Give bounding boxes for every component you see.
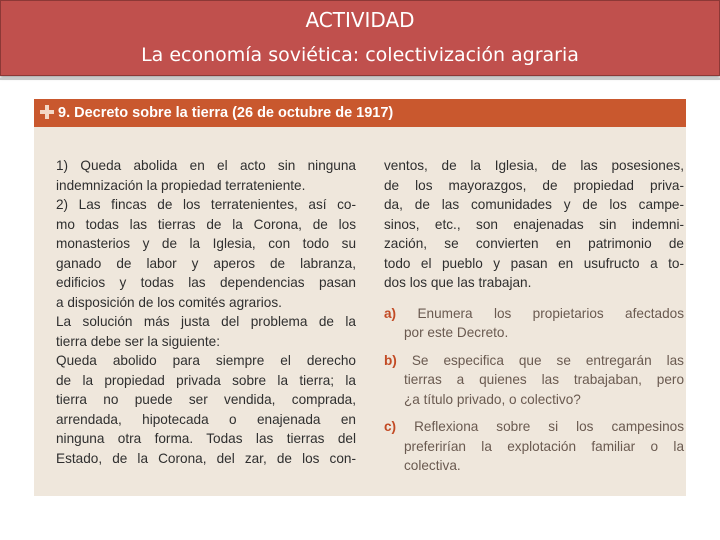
text-line: mo todas las tierras de la Corona, de los — [56, 216, 356, 232]
text-line: dos los que las trabajan. — [384, 275, 532, 290]
divider — [0, 78, 720, 80]
text-line: 1) Queda abolida en el acto sin ninguna — [56, 158, 356, 173]
text-line: todo el pueblo y pasan en usufructo a to- — [384, 255, 684, 271]
document-heading: 9. Decreto sobre la tierra (26 de octubre de 1917) — [58, 105, 394, 121]
text-line: indemnización la propiedad terrateniente. — [56, 177, 306, 193]
question-line: por este Decreto. — [404, 325, 509, 340]
text-line: de los mayorazgos, de propiedad priva- — [384, 177, 684, 193]
text-line: edificios y todas las dependencias pasan — [56, 275, 356, 290]
text-line: arrendada, hipotecada o enajenada en — [56, 411, 356, 427]
question-b — [384, 351, 684, 410]
text-line: Queda abolido para siempre el derecho — [56, 353, 356, 368]
slide-subtitle: La economía soviética: colectivización agraria — [141, 44, 579, 66]
slide-title: ACTIVIDAD — [305, 8, 415, 32]
left-column — [56, 156, 356, 468]
text-line: monasterios y de la Iglesia, con todo su — [56, 236, 356, 251]
text-line: La solución más justa del problema de la — [56, 314, 356, 329]
text-line: Estado, de la Corona, del zar, de los con- — [56, 450, 356, 466]
question-line: ¿a título privado, o colectivo? — [404, 391, 581, 407]
question-line — [384, 351, 684, 371]
question-a — [384, 304, 684, 343]
text-line: ninguna otra forma. Todas las tierras del — [56, 431, 356, 446]
text-line: ganado de labor y aperos de labranza, — [56, 255, 356, 271]
text-line: a disposición de los comités agrarios. — [56, 294, 282, 310]
text-line: da, de las comunidades y de los campe- — [384, 197, 684, 212]
text-line: de la propiedad privada sobre la tierra; la — [56, 372, 356, 388]
document-header — [34, 99, 686, 127]
question-line: colectiva. — [404, 458, 461, 473]
question-letter: a) — [384, 305, 397, 321]
document-scan — [34, 99, 686, 496]
question-letter: c) — [384, 419, 397, 434]
question-line — [384, 304, 684, 324]
cross-icon — [40, 105, 54, 119]
question-c — [384, 417, 684, 476]
text-line: sinos, etc., son enajenadas sin indemni- — [384, 216, 684, 232]
text-line: 2) Las fincas de los terratenientes, así co- — [56, 197, 356, 212]
question-line: preferirían la explotación familiar o la — [404, 438, 684, 454]
question-text: Reflexiona sobre si los campesinos — [414, 419, 685, 434]
text-line: tierra no puede ser vendida, comprada, — [56, 392, 356, 407]
right-column — [384, 156, 684, 476]
question-letter: b) — [384, 352, 397, 368]
question-line: tierras a quienes las trabajaban, pero — [404, 372, 684, 387]
question-text: Se especifica que se entregarán las — [411, 352, 684, 368]
question-line — [384, 417, 684, 437]
slide-title-bar — [0, 0, 720, 76]
text-line: ventos, de la Iglesia, de las posesiones, — [384, 158, 684, 173]
question-text: Enumera los propietarios afectados — [417, 305, 685, 321]
text-line: zación, se convierten en patrimonio de — [384, 236, 684, 251]
text-line: tierra debe ser la siguiente: — [56, 333, 220, 349]
